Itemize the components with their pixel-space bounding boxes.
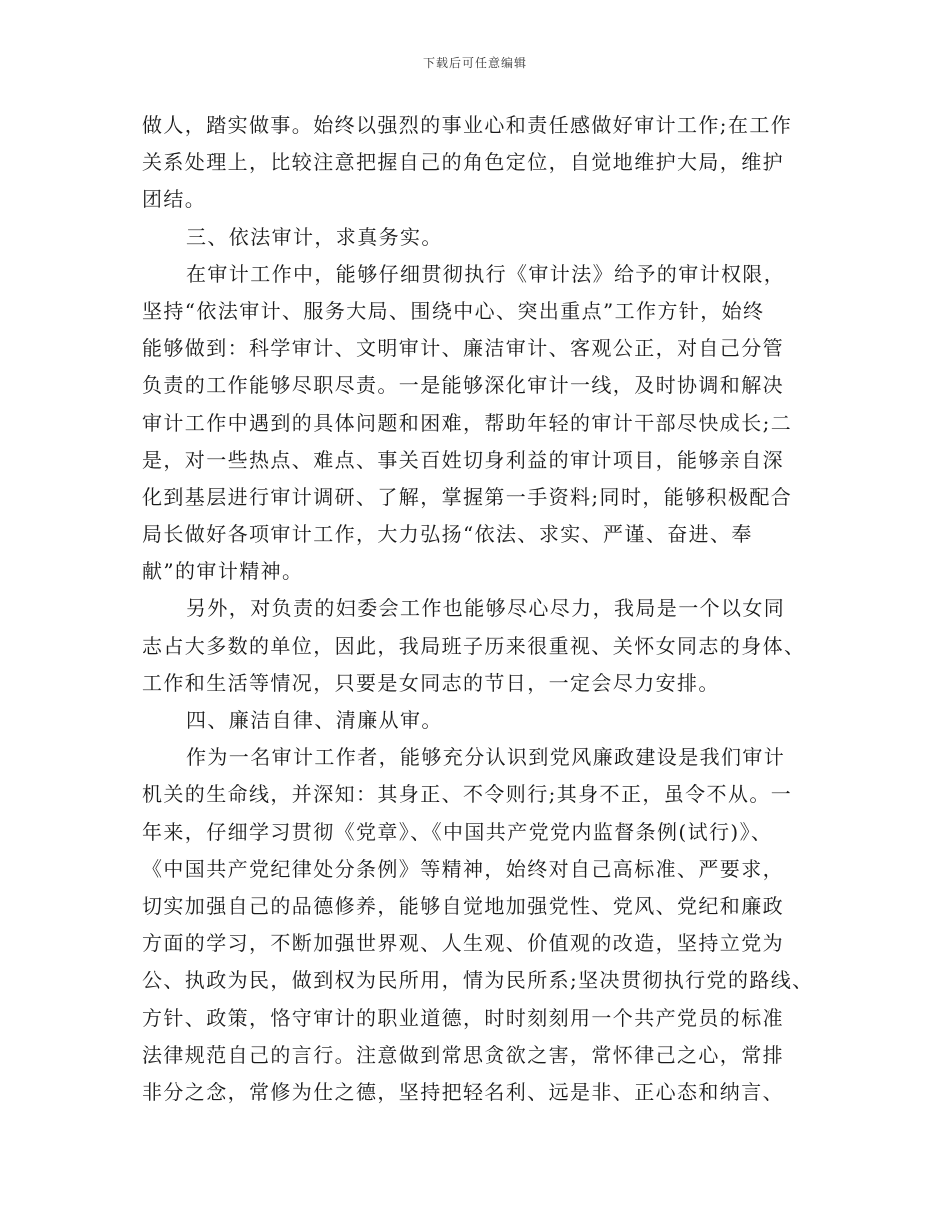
text-line: 关系处理上，比较注意把握自己的角色定位，自觉地维护大局，维护 <box>142 150 784 175</box>
text-line: 三、依法审计，求真务实。 <box>186 224 443 249</box>
text-line: 审计工作中遇到的具体问题和困难，帮助年轻的审计干部尽快成长;二 <box>142 410 793 435</box>
text-line: 志占大多数的单位，因此，我局班子历来很重视、关怀女同志的身体、 <box>142 633 806 658</box>
text-line: 局长做好各项审计工作，大力弘扬“依法、求实、严谨、奋进、奉 <box>142 522 753 547</box>
text-line: 切实加强自己的品德修养，能够自觉地加强党性、党风、党纪和廉政 <box>142 893 784 918</box>
text-line: 化到基层进行审计调研、了解，掌握第一手资料;同时，能够积极配合 <box>142 484 793 509</box>
document-body <box>142 107 822 1111</box>
text-line: 在审计工作中，能够仔细贯彻执行《审计法》给予的审计权限， <box>186 261 786 286</box>
text-line: 公、执政为民，做到权为民所用，情为民所系;坚决贯彻执行党的路线、 <box>142 968 814 993</box>
page-header: 下载后可任意编辑 <box>422 56 527 70</box>
text-line: 法律规范自己的言行。注意做到常思贪欲之害，常怀律己之心，常排 <box>142 1042 784 1067</box>
text-line: 机关的生命线，并深知：其身正、不令则行;其身不正，虽令不从。一 <box>142 782 793 807</box>
text-line: 是，对一些热点、难点、事关百姓切身利益的审计项目，能够亲自深 <box>142 447 784 472</box>
text-line: 方针、政策，恪守审计的职业道德，时时刻刻用一个共产党员的标准 <box>142 1005 784 1030</box>
text-line: 献”的审计精神。 <box>142 559 304 584</box>
text-line: 四、廉洁自律、清廉从审。 <box>186 708 443 732</box>
text-line: 工作和生活等情况，只要是女同志的节日，一定会尽力安排。 <box>142 670 720 695</box>
text-line: 另外，对负责的妇委会工作也能够尽心尽力，我局是一个以女同 <box>186 596 786 621</box>
text-line: 作为一名审计工作者，能够充分认识到党风廉政建设是我们审计 <box>186 745 786 770</box>
text-line: 团结。 <box>142 187 207 212</box>
text-line: 坚持“依法审计、服务大局、围绕中心、突出重点”工作方针，始终 <box>142 298 765 323</box>
text-line: 《中国共产党纪律处分条例》等精神，始终对自己高标准、严要求， <box>142 856 784 881</box>
text-line: 非分之念，常修为仕之德，坚持把轻名利、远是非、正心态和纳言、 <box>142 1079 784 1104</box>
text-line: 方面的学习，不断加强世界观、人生观、价值观的改造，坚持立党为 <box>142 931 784 956</box>
text-line: 做人，踏实做事。始终以强烈的事业心和责任感做好审计工作;在工作 <box>142 113 793 137</box>
text-line: 负责的工作能够尽职尽责。一是能够深化审计一线，及时协调和解决 <box>142 373 784 398</box>
text-line: 年来，仔细学习贯彻《党章》、《中国共产党党内监督条例(试行)》、 <box>142 819 773 844</box>
text-line: 能够做到：科学审计、文明审计、廉洁审计、客观公正，对自己分管 <box>142 336 784 361</box>
